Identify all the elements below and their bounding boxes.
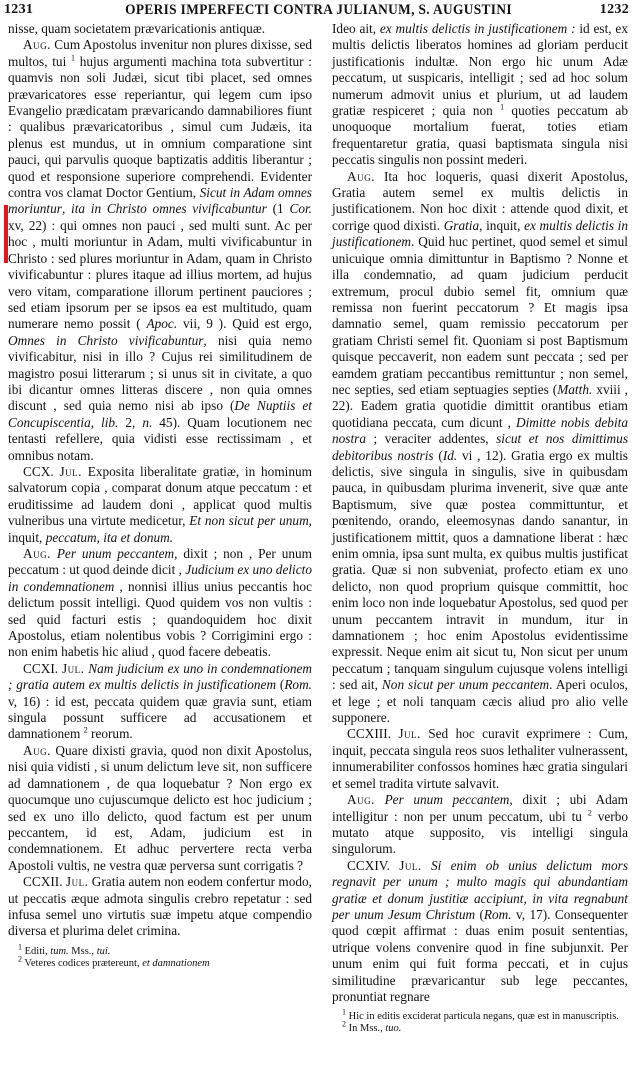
- page-number-left: 1231: [4, 2, 34, 17]
- right-column: [332, 21, 628, 1035]
- speaker-label: Jul.: [59, 463, 82, 479]
- paragraph-aug: Aug. Ita hoc loqueris, quasi dixerit Apostolus, Gratia autem semel ex multis delictis in justificationem. Non hoc dixit : attende quod dixit, et corrige quod dixisti. Gratia, inquit, ex multis delictis in justificationem. Quid huc pertinet, quod semel et simul unicuique omnia dimittuntur in Baptismo ? Nonne et illa condemnatio, ad quam judicium perducit extremum, procul dubio semel fit, omnium quæ remissa non fuerint peccatorum ? Et magis ipsa damnatio semel, quam remissio peccatorum per gratiam Christi semel fit. Quoniam si post Baptismum quisque peccaverit, non eadem sunt peccata ; sed per eamdem gratiam peccantibus remittuntur ; non semel, nec septies, sed etiam septuagies septies (Matth. xviii , 22). Eadem gratia quotidie dimittit orantibus etiam quotidiana peccata, cum dicunt , Dimitte nobis debita nostra ; veraciter addentes, sicut et nos dimittimus debitoribus nostris (Id. vi , 12). Gratia ergo ex multis delictis, sive singula in singulis, sive in quibusdam pauca, in quibusdam plurima invenerit, sive quæ ante Baptismum, sive quæ postea committuntur, et pœnitendo, orando, eleemosynas dando sanantur, in justificationem mittit, quos a damnatione liberat : hæc enim omnia, ipsa sunt multa, ex quibus multis justificat gratia. Quæ si non subveniat, profecto etiam ex uno delicto, non quod proprium quisque committit, hoc enim loco non inde loquebatur Apostolus, sed quod per unum peccantem intravit in mundum, itur in damnationem ; hoc enim Apostolus evidentissime expressit. Neque enim ait sicut tu, Non sicut per unum peccatum ; tanquam singulum cujusque volens intelligi : sed ait, Non sicut per unum peccantem. Aperi oculos, et lege ; et noli tanquam cæcis aliud pro alio velle supponere.: [332, 168, 628, 726]
- paragraph: Ideo ait, ex multis delictis in justificationem : id est, ex multis delictis liberatos homines ad gloriam perducit justificationis indultæ. Non ergo hic unum Adæ peccatum, ut suspicaris, intelligit ; sed ad hoc solum numerum admovit unius et plurium, ut ad laudem gratiæ respiceret ; quia non $^1$ quoties peccatum ab unoquoque mortalium fuerat, toties etiam frequentaretur gratia, quasi baptismata singula nisi peccatis singulis non possint mederi.: [332, 21, 628, 168]
- speaker-label: Jul.: [398, 726, 421, 742]
- paragraph-aug: Aug. Per unum peccantem, dixit ; ubi Adam intelligitur : non per unum peccatum, ubi tu $^2$ verbo mutato atque supposito, vis intelligi singula singulorum.: [332, 792, 629, 857]
- section-number: CCXII.: [23, 874, 63, 890]
- running-title: OPERIS IMPERFECTI CONTRA JULIANUM, S. AUGUSTINI: [125, 2, 512, 18]
- paragraph-aug: Aug. Cum Apostolus invenitur non plures dixisse, sed multos, tui $^1$ hujus argumenti machina tota subvertitur : quamvis non soli Judæi, sicut tibi placet, sed omnes prævaricatores esse reperiantur, qui legem cum ipso Evangelio prædicatam prævaricando damnabiliores fiunt : qualibus prævaricatoribus , simul cum Judæis, ita plenus est mundus, ut in omnium comparatione sint pauci, qui parvulis quoque baptizatis additis liberantur ; quod et responsione superiore comprehendi. Evidenter contra vos clamat Doctor Gentium, Sicut in Adam omnes moriuntur, ita in Christo omnes vivificabuntur (1 Cor. xv, 22) : qui omnes non pauci , sed multi sunt. Ac per hoc , multi moriuntur in Adam, multi vivificabuntur in Christo : sed plures moriuntur in Adam, quam in Christo vivificabuntur : plures itaque ad illius mortem, ad hujus vero vitam, comparatione illorum pertinent pauciores ; sed etiam ipsorum per se ipsos ea est multitudo, quam numerare nemo possit ( Apoc. vii, 9 ). Quid est ergo, Omnes in Christo vivificabuntur, nisi quia nemo vivificabitur, nisi in illo ? Cujus rei similitudinem de magistro posui litterarum ; si unus sit in civitate, a quo ibi dicantur omnes litteras discere , non quia omnes discunt , sed quia nemo nisi ab ipso (De Nuptiis et Concupiscentia, lib. 2, n. 45). Quam locutionem nec tentasti refellere, quia vidisti esse rectissimam , et omnibus notam.: [8, 37, 313, 463]
- speaker-label: Aug.: [23, 37, 51, 53]
- footnote-ref: 2: [83, 726, 88, 736]
- footnote-ref: 1: [70, 53, 75, 63]
- speaker-label: Aug.: [347, 792, 375, 808]
- paragraph-ccxiii: CCXIII. Jul. Sed hoc curavit exprimere : Cum, inquit, peccata singula reos suos lethaliter vulnerassent, innumerabiliter confossos homines hæc gratia singulari et semel tradita virtute salvavit.: [332, 726, 628, 791]
- page-number-right: 1232: [599, 2, 629, 17]
- left-column: [8, 21, 312, 970]
- speaker-label: Aug.: [23, 742, 51, 758]
- footnote: $^2$ Veteres codices prætereunt, et damnationem: [18, 954, 210, 969]
- footnotes: [8, 942, 312, 970]
- footnote-ref: 1: [500, 102, 505, 112]
- footnote: $^1$ Editi, tum. Mss., tui.: [18, 942, 111, 957]
- section-number: CCXI.: [23, 660, 59, 676]
- page-header: [0, 2, 637, 20]
- section-number: CCX.: [23, 463, 54, 479]
- speaker-label: Jul.: [399, 857, 422, 873]
- paragraph-aug: Aug. Per unum peccantem, dixit ; non , Per unum peccatum : ut quod deinde dicit , Judicium ex uno delicto in condemnationem , nonnisi illius unius peccantis hoc delictum possit intelligi. Quod quidem vos non vultis : sed quid facturi estis ; quandoquidem hoc dixit Apostolus, etiam nolentibus vobis ? Corrigimini ergo : non enim habetis hic aliud , quod facere debeatis.: [8, 546, 312, 660]
- paragraph-ccxi: CCXI. Jul. Nam judicium ex uno in condemnationem ; gratia autem ex multis delictis in justificationem (Rom. v, 16) : id est, peccata quidem quæ gravia sunt, etiam singula possunt sufficere ad accusationem et damnationem $^2$ reorum.: [8, 660, 313, 742]
- speaker-label: Aug.: [23, 546, 51, 561]
- section-number: CCXIII.: [347, 726, 391, 742]
- speaker-label: Jul.: [65, 874, 89, 890]
- paragraph-ccxiv: CCXIV. Jul. Si enim ob unius delictum mors regnavit per unum ; multo magis qui abundantiam gratiæ et donum justitiæ accipiunt, in vita regnabunt per unum Jesum Christum (Rom. v, 17). Consequenter quod cœpit affirmat : duas enim posuit sententias, utrique volens convenire quod in fine subjunxit. Per unum enim qui fuit forma peccati, et in cujus similitudine prævaricantur sub lege peccantes, pronuntiat regnare: [332, 857, 629, 1004]
- footnote: $^2$ In Mss., tuo.: [342, 1019, 402, 1035]
- paragraph: nisse, quam societatem prævaricationis antiquæ.: [8, 21, 266, 36]
- paragraph-aug: Aug. Quare dixisti gravia, quod non dixit Apostolus, nisi quia vidisti , si unum delictum leve sit, non sufficere ad damnationem , de qua loquebatur ? Non ergo ex quocumque uno cujuscumque delicto est hoc judicium ; sed ex uno illo delicto, quod factum est per unum peccantem, id est, Adam, judicium est in condemnationem. Et adhuc pervertere recta verba Apostoli vultis, ne vestra quæ perversa sunt corrigatis ?: [8, 742, 312, 873]
- speaker-label: Jul.: [61, 660, 85, 676]
- footnote: $^1$ Hic in editis exciderat particula negans, quæ est in manuscriptis.: [342, 1007, 619, 1023]
- footnotes: [332, 1007, 628, 1035]
- paragraph-ccx: CCX. Jul. Exposita liberalitate gratiæ, in hominum salvatorum copia , comparat donum atque peccatum : et eruditissime ad laudem doni , applicat quod multis vulneribus una virtute medicetur, Et non sicut per unum, inquit, peccatum, ita et donum.: [8, 463, 312, 545]
- section-number: CCXIV.: [347, 857, 390, 873]
- speaker-label: Aug.: [347, 168, 375, 184]
- paragraph-ccxii: CCXII. Jul. Gratia autem non eodem confertur modo, ut peccatis æque admota singulis crebro repetatur : sed infusa semel uno virtutis suæ impetu atque compendio diversa et plurima delet crimina.: [8, 874, 313, 939]
- footnote-ref: 2: [587, 808, 592, 818]
